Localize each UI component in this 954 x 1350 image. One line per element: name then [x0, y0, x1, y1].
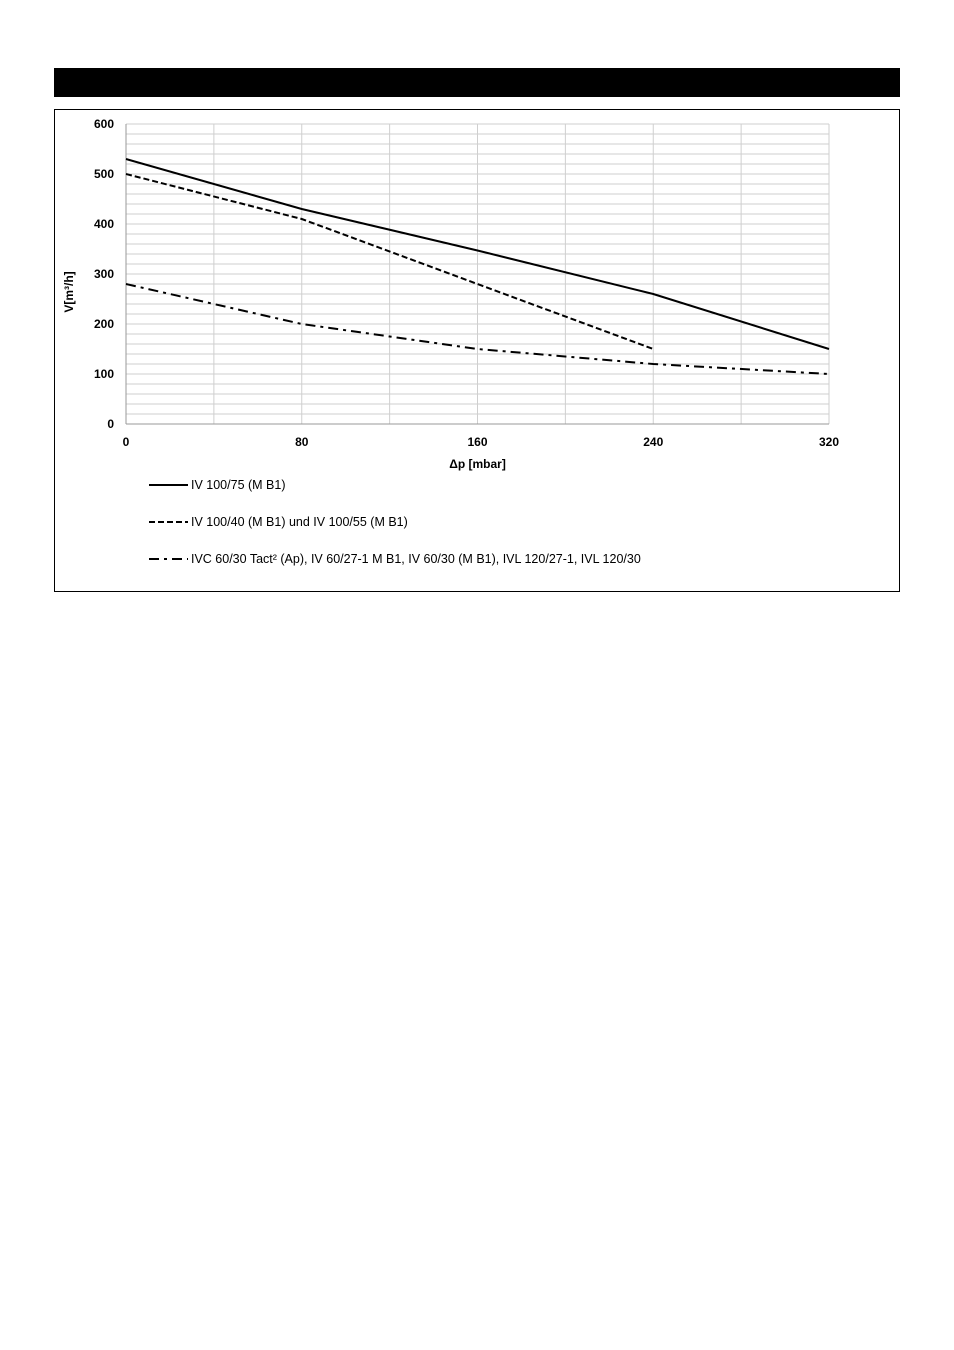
x-tick-label: 320: [818, 435, 840, 449]
legend-label-3: IVC 60/30 Tact² (Ap), IV 60/27-1 M B1, IV 60/30 (M B1), IVL 120/27-1, IVL 120/30: [191, 552, 641, 566]
grid: [126, 124, 829, 424]
y-tick-label: 200: [93, 317, 114, 331]
y-axis-label: V[m³/h]: [62, 271, 76, 313]
y-tick-label: 500: [93, 167, 114, 181]
legend-label-1: IV 100/75 (M B1): [191, 478, 286, 492]
y-tick-label: 400: [93, 217, 114, 231]
flow-pressure-chart: [55, 110, 901, 593]
y-tick-label: 100: [93, 367, 114, 381]
y-tick-label: 0: [107, 417, 114, 431]
legend-label-2: IV 100/40 (M B1) und IV 100/55 (M B1): [191, 515, 408, 529]
x-tick-label: 0: [122, 435, 130, 449]
x-tick-label: 160: [467, 435, 488, 449]
y-tick-label: 600: [93, 117, 114, 131]
legend: [149, 478, 641, 566]
chart-frame: [54, 109, 900, 592]
x-axis-label: Δp [mbar]: [449, 457, 506, 471]
tick-labels: [94, 117, 839, 449]
y-tick-label: 300: [93, 267, 114, 281]
x-tick-label: 80: [295, 435, 309, 449]
x-tick-label: 240: [643, 435, 664, 449]
section-header-bar: [54, 68, 900, 97]
